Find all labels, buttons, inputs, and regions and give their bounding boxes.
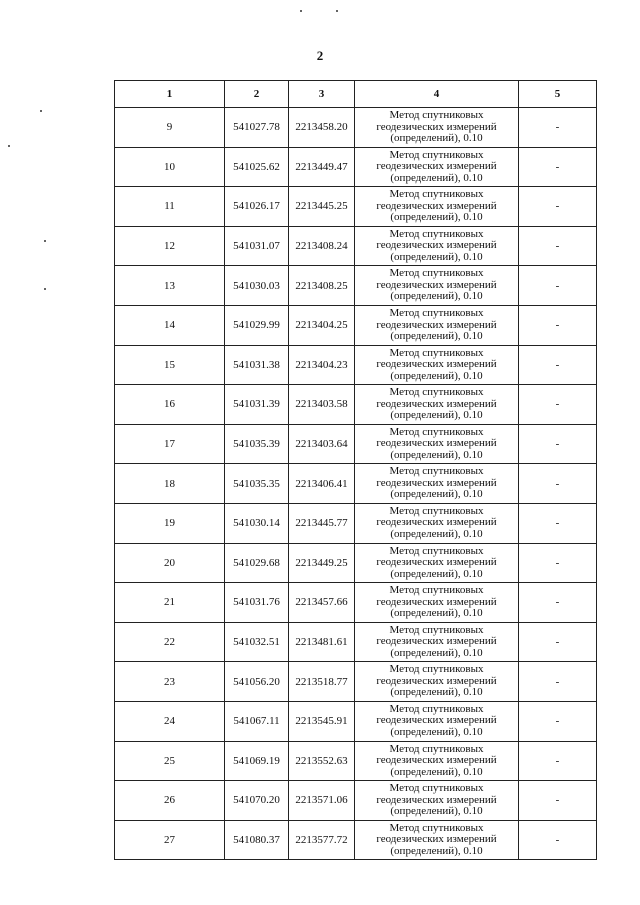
column-header-1: 1 <box>115 81 225 108</box>
method-line: (определений), 0.10 <box>390 765 483 778</box>
method-cell <box>355 187 519 227</box>
method-line: (определений), 0.10 <box>390 607 483 620</box>
method-line: Метод спутниковых <box>389 109 484 122</box>
table-row <box>115 543 597 583</box>
y-coordinate-cell: 2213404.25 <box>289 305 355 345</box>
x-coordinate-cell: 541027.78 <box>225 108 289 148</box>
scan-speck <box>336 10 338 12</box>
method-line: (определений), 0.10 <box>390 211 483 224</box>
note-cell: - <box>519 345 597 385</box>
note-cell: - <box>519 503 597 543</box>
method-line: Метод спутниковых <box>389 425 484 438</box>
column-header-4: 4 <box>355 81 519 108</box>
method-line: (определений), 0.10 <box>390 171 483 184</box>
note-cell: - <box>519 385 597 425</box>
y-coordinate-cell: 2213449.25 <box>289 543 355 583</box>
method-line: геодезических измерений <box>376 833 497 846</box>
method-line: (определений), 0.10 <box>390 805 483 818</box>
column-header-2: 2 <box>225 81 289 108</box>
x-coordinate-cell: 541080.37 <box>225 820 289 860</box>
y-coordinate-cell: 2213406.41 <box>289 464 355 504</box>
x-coordinate-cell: 541030.14 <box>225 503 289 543</box>
y-coordinate-cell: 2213408.25 <box>289 266 355 306</box>
method-line: геодезических измерений <box>376 595 497 608</box>
table-row <box>115 385 597 425</box>
note-cell: - <box>519 543 597 583</box>
x-coordinate-cell: 541025.62 <box>225 147 289 187</box>
method-line: Метод спутниковых <box>389 188 484 201</box>
table-row <box>115 345 597 385</box>
y-coordinate-cell: 2213518.77 <box>289 662 355 702</box>
point-number-cell: 15 <box>115 345 225 385</box>
y-coordinate-cell: 2213458.20 <box>289 108 355 148</box>
column-header-5: 5 <box>519 81 597 108</box>
scan-speck <box>44 288 46 290</box>
table-row <box>115 781 597 821</box>
point-number-cell: 18 <box>115 464 225 504</box>
method-cell <box>355 305 519 345</box>
method-line: (определений), 0.10 <box>390 725 483 738</box>
table-row <box>115 187 597 227</box>
table-row <box>115 266 597 306</box>
method-line: (определений), 0.10 <box>390 844 483 857</box>
point-number-cell: 9 <box>115 108 225 148</box>
method-cell <box>355 385 519 425</box>
method-line: геодезических измерений <box>376 635 497 648</box>
point-number-cell: 20 <box>115 543 225 583</box>
table-header-row <box>115 81 597 108</box>
method-line: (определений), 0.10 <box>390 448 483 461</box>
page-number: 2 <box>316 48 324 63</box>
y-coordinate-cell: 2213457.66 <box>289 583 355 623</box>
table-row <box>115 820 597 860</box>
method-line: Метод спутниковых <box>389 544 484 557</box>
table-row <box>115 424 597 464</box>
y-coordinate-cell: 2213445.77 <box>289 503 355 543</box>
x-coordinate-cell: 541031.39 <box>225 385 289 425</box>
point-number-cell: 27 <box>115 820 225 860</box>
method-line: геодезических измерений <box>376 793 497 806</box>
point-number-cell: 19 <box>115 503 225 543</box>
scan-speck <box>300 10 302 12</box>
method-line: геодезических измерений <box>376 239 497 252</box>
method-cell <box>355 226 519 266</box>
y-coordinate-cell: 2213571.06 <box>289 781 355 821</box>
table-row <box>115 701 597 741</box>
x-coordinate-cell: 541070.20 <box>225 781 289 821</box>
method-line: Метод спутниковых <box>389 702 484 715</box>
note-cell: - <box>519 583 597 623</box>
method-line: геодезических измерений <box>376 278 497 291</box>
x-coordinate-cell: 541031.76 <box>225 583 289 623</box>
method-cell <box>355 820 519 860</box>
point-number-cell: 24 <box>115 701 225 741</box>
x-coordinate-cell: 541029.99 <box>225 305 289 345</box>
y-coordinate-cell: 2213445.25 <box>289 187 355 227</box>
method-cell <box>355 543 519 583</box>
method-line: геодезических измерений <box>376 437 497 450</box>
method-line: Метод спутниковых <box>389 663 484 676</box>
point-number-cell: 14 <box>115 305 225 345</box>
method-line: геодезических измерений <box>376 160 497 173</box>
method-line: (определений), 0.10 <box>390 330 483 343</box>
point-number-cell: 13 <box>115 266 225 306</box>
note-cell: - <box>519 187 597 227</box>
y-coordinate-cell: 2213481.61 <box>289 622 355 662</box>
coordinates-table <box>114 80 597 860</box>
point-number-cell: 10 <box>115 147 225 187</box>
method-line: (определений), 0.10 <box>390 132 483 145</box>
method-line: Метод спутниковых <box>389 307 484 320</box>
y-coordinate-cell: 2213577.72 <box>289 820 355 860</box>
method-line: (определений), 0.10 <box>390 488 483 501</box>
y-coordinate-cell: 2213404.23 <box>289 345 355 385</box>
method-line: (определений), 0.10 <box>390 409 483 422</box>
method-cell <box>355 662 519 702</box>
note-cell: - <box>519 741 597 781</box>
note-cell: - <box>519 781 597 821</box>
note-cell: - <box>519 820 597 860</box>
x-coordinate-cell: 541056.20 <box>225 662 289 702</box>
table-row <box>115 503 597 543</box>
y-coordinate-cell: 2213545.91 <box>289 701 355 741</box>
method-line: Метод спутниковых <box>389 504 484 517</box>
method-line: геодезических измерений <box>376 476 497 489</box>
method-line: геодезических измерений <box>376 120 497 133</box>
point-number-cell: 11 <box>115 187 225 227</box>
method-cell <box>355 108 519 148</box>
table-row <box>115 622 597 662</box>
table-row <box>115 226 597 266</box>
method-line: (определений), 0.10 <box>390 686 483 699</box>
method-line: Метод спутниковых <box>389 346 484 359</box>
note-cell: - <box>519 226 597 266</box>
point-number-cell: 25 <box>115 741 225 781</box>
method-line: геодезических измерений <box>376 397 497 410</box>
method-line: (определений), 0.10 <box>390 527 483 540</box>
x-coordinate-cell: 541030.03 <box>225 266 289 306</box>
note-cell: - <box>519 701 597 741</box>
method-cell <box>355 781 519 821</box>
note-cell: - <box>519 108 597 148</box>
method-cell <box>355 583 519 623</box>
method-line: Метод спутниковых <box>389 742 484 755</box>
table-row <box>115 108 597 148</box>
method-line: Метод спутниковых <box>389 821 484 834</box>
method-cell <box>355 503 519 543</box>
x-coordinate-cell: 541031.38 <box>225 345 289 385</box>
table-row <box>115 147 597 187</box>
method-line: геодезических измерений <box>376 714 497 727</box>
table-row <box>115 464 597 504</box>
method-line: Метод спутниковых <box>389 148 484 161</box>
method-cell <box>355 701 519 741</box>
point-number-cell: 22 <box>115 622 225 662</box>
x-coordinate-cell: 541069.19 <box>225 741 289 781</box>
x-coordinate-cell: 541031.07 <box>225 226 289 266</box>
note-cell: - <box>519 147 597 187</box>
table-row <box>115 741 597 781</box>
method-line: Метод спутниковых <box>389 267 484 280</box>
point-number-cell: 26 <box>115 781 225 821</box>
table-row <box>115 305 597 345</box>
method-line: геодезических измерений <box>376 556 497 569</box>
column-header-3: 3 <box>289 81 355 108</box>
point-number-cell: 23 <box>115 662 225 702</box>
note-cell: - <box>519 662 597 702</box>
method-cell <box>355 464 519 504</box>
method-cell <box>355 622 519 662</box>
method-line: (определений), 0.10 <box>390 369 483 382</box>
table-row <box>115 583 597 623</box>
y-coordinate-cell: 2213552.63 <box>289 741 355 781</box>
note-cell: - <box>519 266 597 306</box>
method-line: Метод спутниковых <box>389 584 484 597</box>
table-row <box>115 662 597 702</box>
note-cell: - <box>519 622 597 662</box>
method-line: (определений), 0.10 <box>390 250 483 263</box>
x-coordinate-cell: 541067.11 <box>225 701 289 741</box>
table-body <box>115 108 597 860</box>
scan-speck <box>44 240 46 242</box>
method-line: Метод спутниковых <box>389 465 484 478</box>
point-number-cell: 17 <box>115 424 225 464</box>
method-line: геодезических измерений <box>376 358 497 371</box>
method-line: (определений), 0.10 <box>390 567 483 580</box>
note-cell: - <box>519 305 597 345</box>
method-line: Метод спутниковых <box>389 386 484 399</box>
method-line: геодезических измерений <box>376 516 497 529</box>
method-line: Метод спутниковых <box>389 782 484 795</box>
method-line: геодезических измерений <box>376 199 497 212</box>
y-coordinate-cell: 2213408.24 <box>289 226 355 266</box>
method-cell <box>355 345 519 385</box>
y-coordinate-cell: 2213403.64 <box>289 424 355 464</box>
method-line: геодезических измерений <box>376 674 497 687</box>
method-cell <box>355 424 519 464</box>
x-coordinate-cell: 541032.51 <box>225 622 289 662</box>
note-cell: - <box>519 464 597 504</box>
point-number-cell: 21 <box>115 583 225 623</box>
method-line: геодезических измерений <box>376 754 497 767</box>
x-coordinate-cell: 541026.17 <box>225 187 289 227</box>
point-number-cell: 12 <box>115 226 225 266</box>
x-coordinate-cell: 541035.39 <box>225 424 289 464</box>
method-line: Метод спутниковых <box>389 227 484 240</box>
method-cell <box>355 147 519 187</box>
x-coordinate-cell: 541029.68 <box>225 543 289 583</box>
y-coordinate-cell: 2213403.58 <box>289 385 355 425</box>
note-cell: - <box>519 424 597 464</box>
x-coordinate-cell: 541035.35 <box>225 464 289 504</box>
method-line: геодезических измерений <box>376 318 497 331</box>
method-line: (определений), 0.10 <box>390 646 483 659</box>
scan-speck <box>40 110 42 112</box>
y-coordinate-cell: 2213449.47 <box>289 147 355 187</box>
point-number-cell: 16 <box>115 385 225 425</box>
scan-speck <box>8 145 10 147</box>
method-cell <box>355 741 519 781</box>
method-line: Метод спутниковых <box>389 623 484 636</box>
method-cell <box>355 266 519 306</box>
method-line: (определений), 0.10 <box>390 290 483 303</box>
